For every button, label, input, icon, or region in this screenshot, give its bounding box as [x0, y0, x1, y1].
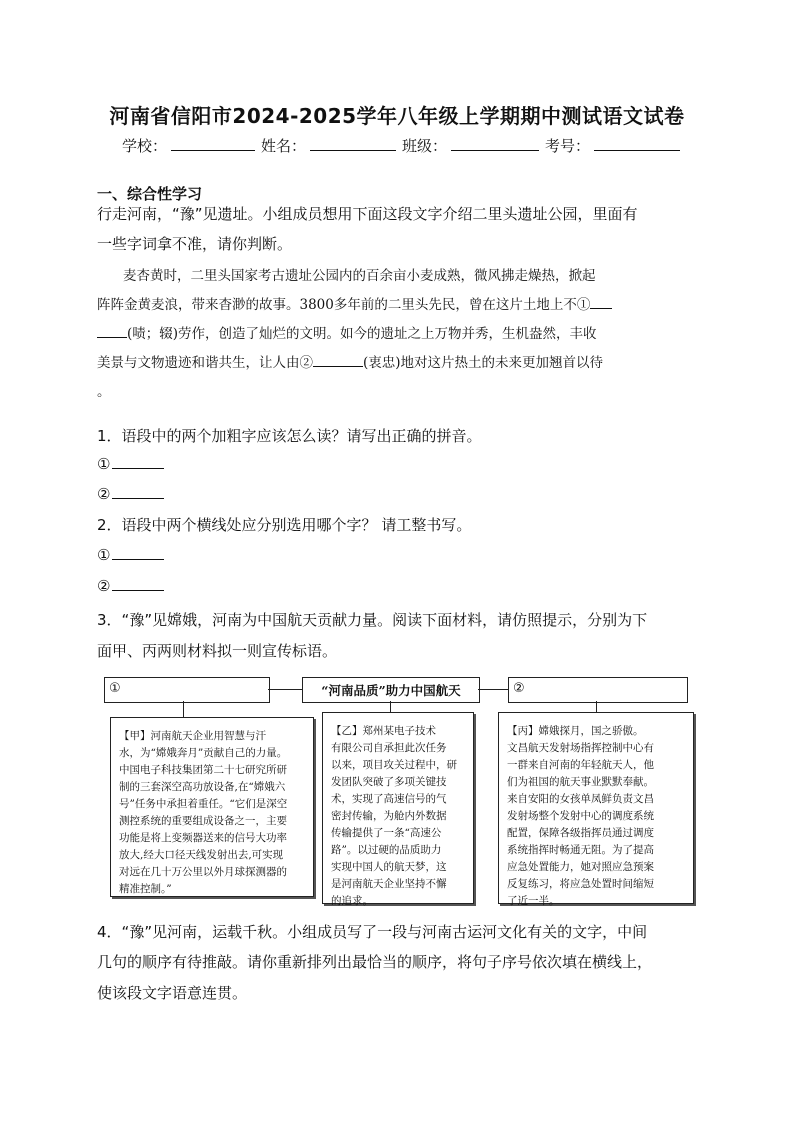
- question-4-line-1: 4．“豫”见河南，运载千秋。小组成员写了一段与河南古运河文化有关的文字，中间: [97, 923, 648, 941]
- passage-line-2: [97, 291, 612, 320]
- q2-answer-2: [97, 577, 164, 595]
- question-4-line-3: 使该段文字语意连贯。: [97, 984, 248, 1002]
- card-b-line: 路”。以过硬的品质助力: [331, 844, 442, 856]
- card-c-line: 们为祖国的航天事业默默奉献。: [507, 776, 654, 788]
- card-a-line: 制的三套深空高功放设备,在“嫦娥六: [119, 781, 286, 793]
- q1-answer-1: [97, 455, 164, 473]
- passage-line-2-text: 阵阵金黄麦浪，带来杳渺的故事。3800多年前的二里头先民，曾在这片土地上不①: [97, 297, 591, 313]
- card-a-line: 测控系统的重要组成设备之一，主要: [119, 815, 287, 827]
- card-a-line: 精准控制。”: [119, 883, 172, 895]
- school-blank[interactable]: [171, 136, 255, 151]
- blank-1-end[interactable]: [97, 325, 127, 338]
- card-b-line: 术，实现了高速信号的气: [331, 793, 447, 805]
- card-b-line: 的追求。: [331, 895, 373, 907]
- card-b-line: 有限公司自承担此次任务: [331, 742, 447, 754]
- card-a-line: 功能是将上变频器送来的信号大功率: [119, 832, 287, 844]
- material-card-c: [498, 712, 694, 907]
- passage-line-3-text: (啧；辍)劳作，创造了灿烂的文明。如今的遗址之上万物并秀，生机盎然，丰收: [127, 326, 597, 342]
- circle-one-label: ①: [97, 546, 111, 564]
- slogan-box-right[interactable]: [508, 677, 688, 703]
- intro-line-1: 行走河南，“豫”见遗址。小组成员想用下面这段文字介绍二里头遗址公园，里面有: [97, 205, 638, 223]
- passage-line-5: 。: [97, 384, 111, 400]
- passage-line-3: [97, 320, 597, 349]
- question-3-line-1: 3．“豫”见嫦娥，河南为中国航天贡献力量。阅读下面材料，请仿照提示，分别为下: [97, 611, 648, 629]
- slogan-box-center: [302, 677, 480, 703]
- card-c-line: 发射场整个发射中心的调度系统: [507, 810, 654, 822]
- class-blank[interactable]: [451, 136, 539, 151]
- q1-answer-1-blank[interactable]: [112, 456, 164, 469]
- section-heading: 一、综合性学习: [97, 185, 203, 203]
- number-label: 考号：: [545, 137, 591, 155]
- slogan-box-center-label: “河南品质”助力中国航天: [321, 683, 461, 698]
- question-4-line-2: 几句的顺序有待推敲。请你重新排列出最恰当的顺序，将句子序号依次填在横线上，: [97, 953, 653, 971]
- card-c-line: 一群来自河南的年轻航天人，他: [507, 759, 654, 771]
- blank-1-start[interactable]: [590, 296, 612, 309]
- circle-two-label: ②: [97, 577, 111, 595]
- reading-passage: [97, 262, 697, 422]
- connector-right: [478, 689, 508, 690]
- card-c-line: 文昌航天发射场指挥控制中心有: [507, 742, 654, 754]
- q1-answer-2: [97, 485, 164, 503]
- card-b-line: 传输提供了一条“高速公: [331, 827, 442, 839]
- card-c-line: 了近一半。: [507, 895, 560, 907]
- card-a-line: 对远在几十万公里以外月球探测器的: [119, 866, 287, 878]
- card-b-line: 是河南航天企业坚持不懈: [331, 878, 447, 890]
- question-3-line-2: 面甲、丙两则材料拟一则宣传标语。: [97, 642, 338, 660]
- question-2: 2．语段中两个横线处应分别选用哪个字？ 请工整书写。: [97, 516, 472, 534]
- material-card-b: [322, 712, 474, 907]
- slogan-box-left[interactable]: [104, 677, 270, 703]
- question-1: 1．语段中的两个加粗字应该怎么读？请写出正确的拼音。: [97, 427, 482, 445]
- card-c-line: 来自安阳的女孩单凤鲜负责文昌: [507, 793, 654, 805]
- q2-answer-1: [97, 546, 164, 564]
- card-b-line: 实现中国人的航天梦，这: [331, 861, 447, 873]
- circle-one-label: ①: [97, 455, 111, 473]
- blank-2[interactable]: [313, 354, 363, 367]
- intro-line-2: 一些字词拿不准，请你判断。: [97, 235, 293, 253]
- slogan-box-right-label: ②: [513, 681, 525, 696]
- q2-answer-2-blank[interactable]: [112, 578, 164, 591]
- card-c-line: 系统指挥时畅通无阻。为了提高: [507, 844, 654, 856]
- name-blank[interactable]: [310, 136, 396, 151]
- connector-down-left: [183, 701, 184, 717]
- q1-answer-2-blank[interactable]: [112, 486, 164, 499]
- card-a-line: 放大,经大口径天线发射出去,可实现: [119, 849, 284, 861]
- circle-two-label: ②: [97, 485, 111, 503]
- number-blank[interactable]: [594, 136, 680, 151]
- card-c-line: 配置，保障各级指挥员通过调度: [507, 827, 654, 839]
- passage-line-4-rest: (衷忠)地对这片热土的未来更加翘首以待: [363, 355, 604, 371]
- connector-left: [268, 689, 302, 690]
- q2-answer-1-blank[interactable]: [112, 547, 164, 560]
- passage-line-1: 麦杏黄时，二里头国家考古遗址公园内的百余亩小麦成熟，微风拂走燥热，掀起: [123, 268, 596, 284]
- card-c-line: 【丙】嫦娥探月，国之骄傲。: [507, 725, 644, 737]
- material-card-a: [110, 717, 314, 897]
- student-info-line: [122, 135, 686, 156]
- school-label: 学校：: [122, 137, 168, 155]
- card-a-line: 水，为“嫦娥奔月”贡献自己的力量。: [119, 747, 288, 759]
- card-b-line: 发团队突破了多项关键技: [331, 776, 447, 788]
- card-b-line: 密封传输，为舱内外数据: [331, 810, 447, 822]
- card-a-line: 【甲】河南航天企业用智慧与汗: [119, 730, 266, 742]
- class-label: 班级：: [402, 137, 448, 155]
- slogan-box-left-label: ①: [109, 681, 121, 696]
- card-a-line: 中国电子科技集团第二十七研究所研: [119, 764, 287, 776]
- name-label: 姓名：: [261, 137, 307, 155]
- page-title: 河南省信阳市2024-2025学年八年级上学期期中测试语文试卷: [109, 104, 685, 128]
- passage-line-4-text: 美景与文物遗迹和谐共生，让人由②: [97, 355, 313, 371]
- card-c-line: 应急处置能力，她对照应急预案: [507, 861, 654, 873]
- card-a-line: 号”任务中承担着重任。“它们是深空: [119, 798, 288, 810]
- card-b-line: 【乙】郑州某电子技术: [331, 725, 436, 737]
- passage-line-4: [97, 349, 603, 378]
- card-b-line: 以来，项目攻关过程中，研: [331, 759, 457, 771]
- card-c-line: 反复练习，将应急处置时间缩短: [507, 878, 654, 890]
